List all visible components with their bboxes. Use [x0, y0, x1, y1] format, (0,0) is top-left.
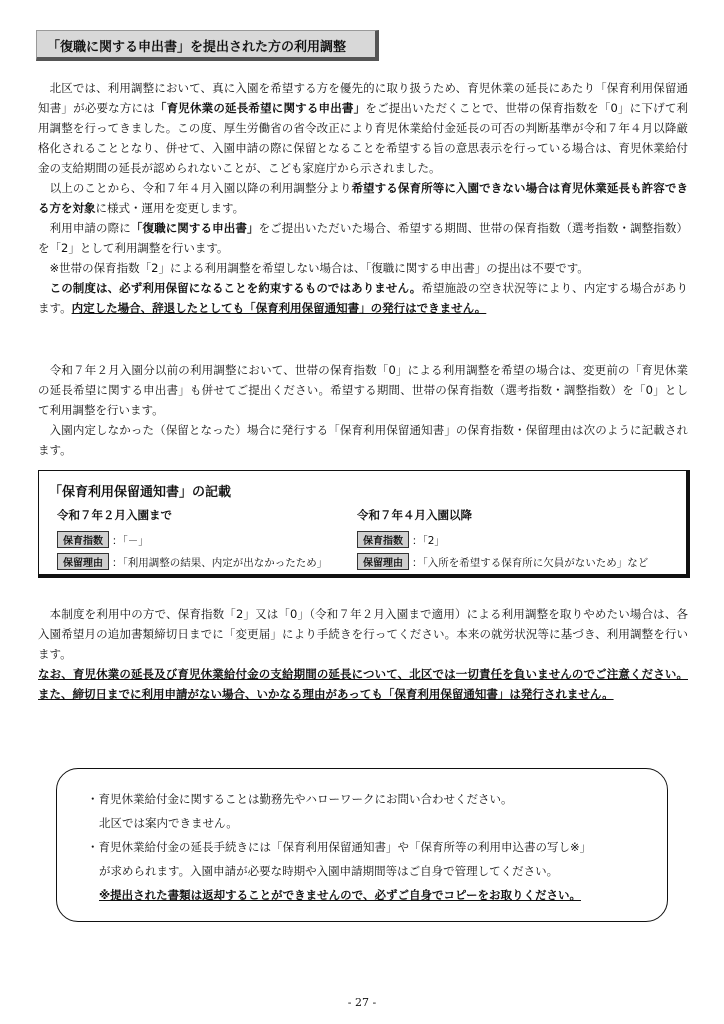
left-reason-row — [57, 553, 327, 570]
text: 利用申請の際に — [38, 221, 131, 235]
note-line: ・育児休業給付金の延長手続きには「保育利用保留通知書」や「保育所等の利用申込書の写し※」 — [87, 840, 592, 854]
paragraph — [38, 78, 688, 178]
text: をご提出いただいた場合、希望する期間、世帯の保育指数（選考指数・調整指数）を「2」として利用調整を行います。 — [38, 221, 689, 255]
reason-tag: 保留理由 — [57, 553, 109, 570]
note-line: 北区では案内できません。 — [99, 816, 238, 830]
text-bold: 「育児休業の延長希望に関する申出書」 — [154, 101, 366, 115]
paragraph: ※世帯の保育指数「2」による利用調整を希望しない場合は、「復職に関する申出書」の提出は不要です。 — [38, 261, 589, 275]
value: ：「利用調整の結果、内定が出なかったため」 — [112, 557, 328, 569]
text: 希望施設の空き状況等により、内定する場合があります。 — [38, 281, 688, 315]
section-header — [36, 30, 379, 61]
section-title: 「復職に関する申出書」を提出された方の利用調整 — [47, 40, 347, 55]
right-heading: 令和７年４月入園以降 — [357, 508, 472, 522]
text: に様式・運用を変更します。 — [95, 201, 245, 215]
note-line: が求められます。入園申請が必要な時期や入園申請期間等はご自身で管理してください。 — [99, 864, 559, 878]
text-bold: この制度は、必ず利用保留になることを約束するものではありません。 — [38, 281, 422, 295]
right-index-row — [357, 531, 445, 548]
section3 — [38, 604, 688, 704]
text: 北区では、利用調整において、真に入園を希望する方を優先的に取り扱うため、育児休業の延長にあたり「保育利用保留通知書」が必要な方には — [38, 81, 688, 115]
left-heading: 令和７年２月入園まで — [57, 508, 172, 522]
text-bold: 希望する保育所等に入園できない場合は育児休業延長も許容できる方を対象 — [38, 181, 689, 215]
value: ：「2」 — [412, 535, 445, 547]
text: をご提出いただくことで、世帯の保育指数を「0」に下げて利用調整を行ってきました。この度、厚生労働省の省令改正により育児休業給付金延長の可否の判断基準が令和７年４月以降厳格化されることとなり、併せて、入園申請の際に保留となることを希望する旨の意思表示を行っている場合は、育児休業給付金の支給期間の延長が認められないことが、こども家庭庁から示されました。 — [38, 101, 689, 175]
text-bold: 「復職に関する申出書」 — [130, 221, 259, 235]
note-line: ・育児休業給付金に関することは勤務先やハローワークにお問い合わせください。 — [87, 792, 513, 806]
note-box — [56, 768, 668, 922]
reason-tag: 保留理由 — [357, 553, 409, 570]
left-index-row — [57, 531, 149, 548]
paragraph — [38, 278, 688, 318]
paragraph: 令和７年２月入園分以前の利用調整において、世帯の保育指数「0」による利用調整を希望の場合は、変更前の「育児休業の延長希望に関する申出書」も併せてご提出ください。希望する期間、世帯の保育指数（選考指数・調整指数）を「0」として利用調整を行います。 — [38, 363, 688, 417]
section1 — [38, 78, 688, 318]
index-tag: 保育指数 — [57, 531, 109, 548]
paragraph: 入園内定しなかった（保留となった）場合に発行する「保育利用保留通知書」の保育指数・保留理由は次のように記載されます。 — [38, 423, 688, 457]
paragraph-warning: なお、育児休業の延長及び育児休業給付金の支給期間の延長について、北区では一切責任を負いませんのでご注意ください。また、締切日までに利用申請がない場合、いかなる理由があっても「保育利用保留通知書」は発行されません。 — [38, 667, 688, 701]
index-tag: 保育指数 — [357, 531, 409, 548]
page-number: - 27 - — [347, 996, 377, 1009]
section2 — [38, 360, 688, 460]
notice-example-box — [38, 470, 690, 578]
value: ：「入所を希望する保育所に欠員がないため」など — [412, 557, 649, 569]
text: 以上のことから、令和７年４月入園以降の利用調整分より — [38, 181, 352, 195]
value: ：「－」 — [112, 535, 149, 547]
text-underlined: 内定した場合、辞退したとしても「保育利用保留通知書」の発行はできません。 — [71, 301, 487, 315]
right-reason-row — [357, 553, 648, 570]
paragraph — [38, 178, 688, 218]
box-title: 「保育利用保留通知書」の記載 — [49, 485, 232, 500]
paragraph — [38, 218, 688, 258]
paragraph: 本制度を利用中の方で、保育指数「2」又は「0」（令和７年２月入園まで適用）による利用調整を取りやめたい場合は、各入園希望月の追加書類締切日までに「変更届」により手続きを行ってください。本来の就労状況等に基づき、利用調整を行います。 — [38, 607, 688, 661]
note-line-warning: ※提出された書類は返却することができませんので、必ずご自身でコピーをお取りください。 — [99, 888, 581, 902]
